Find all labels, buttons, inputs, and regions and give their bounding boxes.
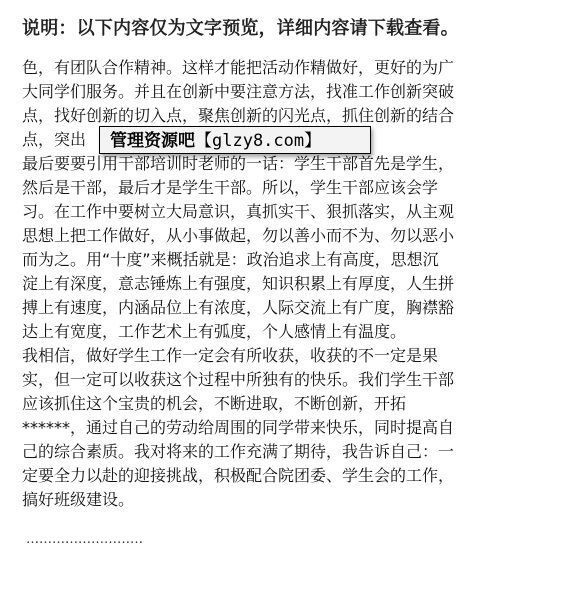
text-line: 定要全力以赴的迎接挑战，积极配合院团委、学生会的工作， (22, 466, 455, 485)
text-line: 点，找好创新的切入点，聚焦创新的闪光点，抓住创新的结合 (22, 106, 455, 125)
text-line: 然后是干部，最后才是学生干部。所以，学生干部应该会学 (22, 178, 439, 197)
preview-notice: 说明：以下内容仅为文字预览，详细内容请下载查看。 (22, 18, 459, 39)
watermark-label: 管理资源吧 (110, 131, 195, 151)
text-line: 思想上把工作做好，从小事做起，勿以善小而不为、勿以恶小 (22, 226, 455, 245)
text-line: 色，有团队合作精神。这样才能把活动作精做好，更好的为广 (22, 58, 455, 77)
text-line: 大同学们服务。并且在创新中要注意方法，找准工作创新突破 (22, 82, 455, 101)
watermark-site: 【glzy8.com】 (195, 131, 322, 151)
text-line: 实，但一定可以收获这个过程中所独有的快乐。我们学生干部 (22, 370, 455, 389)
text-line: 最后要要引用干部培训时老师的一话：学生干部首先是学生， (22, 154, 455, 173)
continuation-ellipsis: ……………………… (26, 532, 143, 547)
text-line: 习。在工作中要树立大局意识，真抓实干、狠抓落实，从主观 (22, 202, 455, 221)
document-body (22, 56, 552, 512)
text-line: ******，通过自己的劳动给周围的同学带来快乐，同时提高自 (22, 418, 455, 437)
text-line: 己的综合素质。我对将来的工作充满了期待，我告诉自己：一 (22, 442, 455, 461)
text-line: 而为之。用“十度”来概括就是：政治追求上有高度，思想沉 (22, 250, 439, 269)
paragraph (22, 152, 552, 344)
paragraph (22, 344, 552, 512)
text-line: 搏上有速度，内涵品位上有浓度，人际交流上有广度，胸襟豁 (22, 298, 455, 317)
text-line: 达上有宽度，工作艺术上有弧度，个人感情上有温度。 (22, 322, 407, 341)
text-line: 点，突出 (22, 130, 87, 149)
text-line: 搞好班级建设。 (22, 490, 135, 509)
text-line: 淀上有深度，意志锤炼上有强度，知识积累上有厚度，人生拼 (22, 274, 455, 293)
text-line: 我相信，做好学生工作一定会有所收获，收获的不一定是果 (22, 346, 439, 365)
watermark-banner (99, 126, 371, 154)
text-line: 应该抓住这个宝贵的机会，不断进取，不断创新，开拓 (22, 394, 407, 413)
